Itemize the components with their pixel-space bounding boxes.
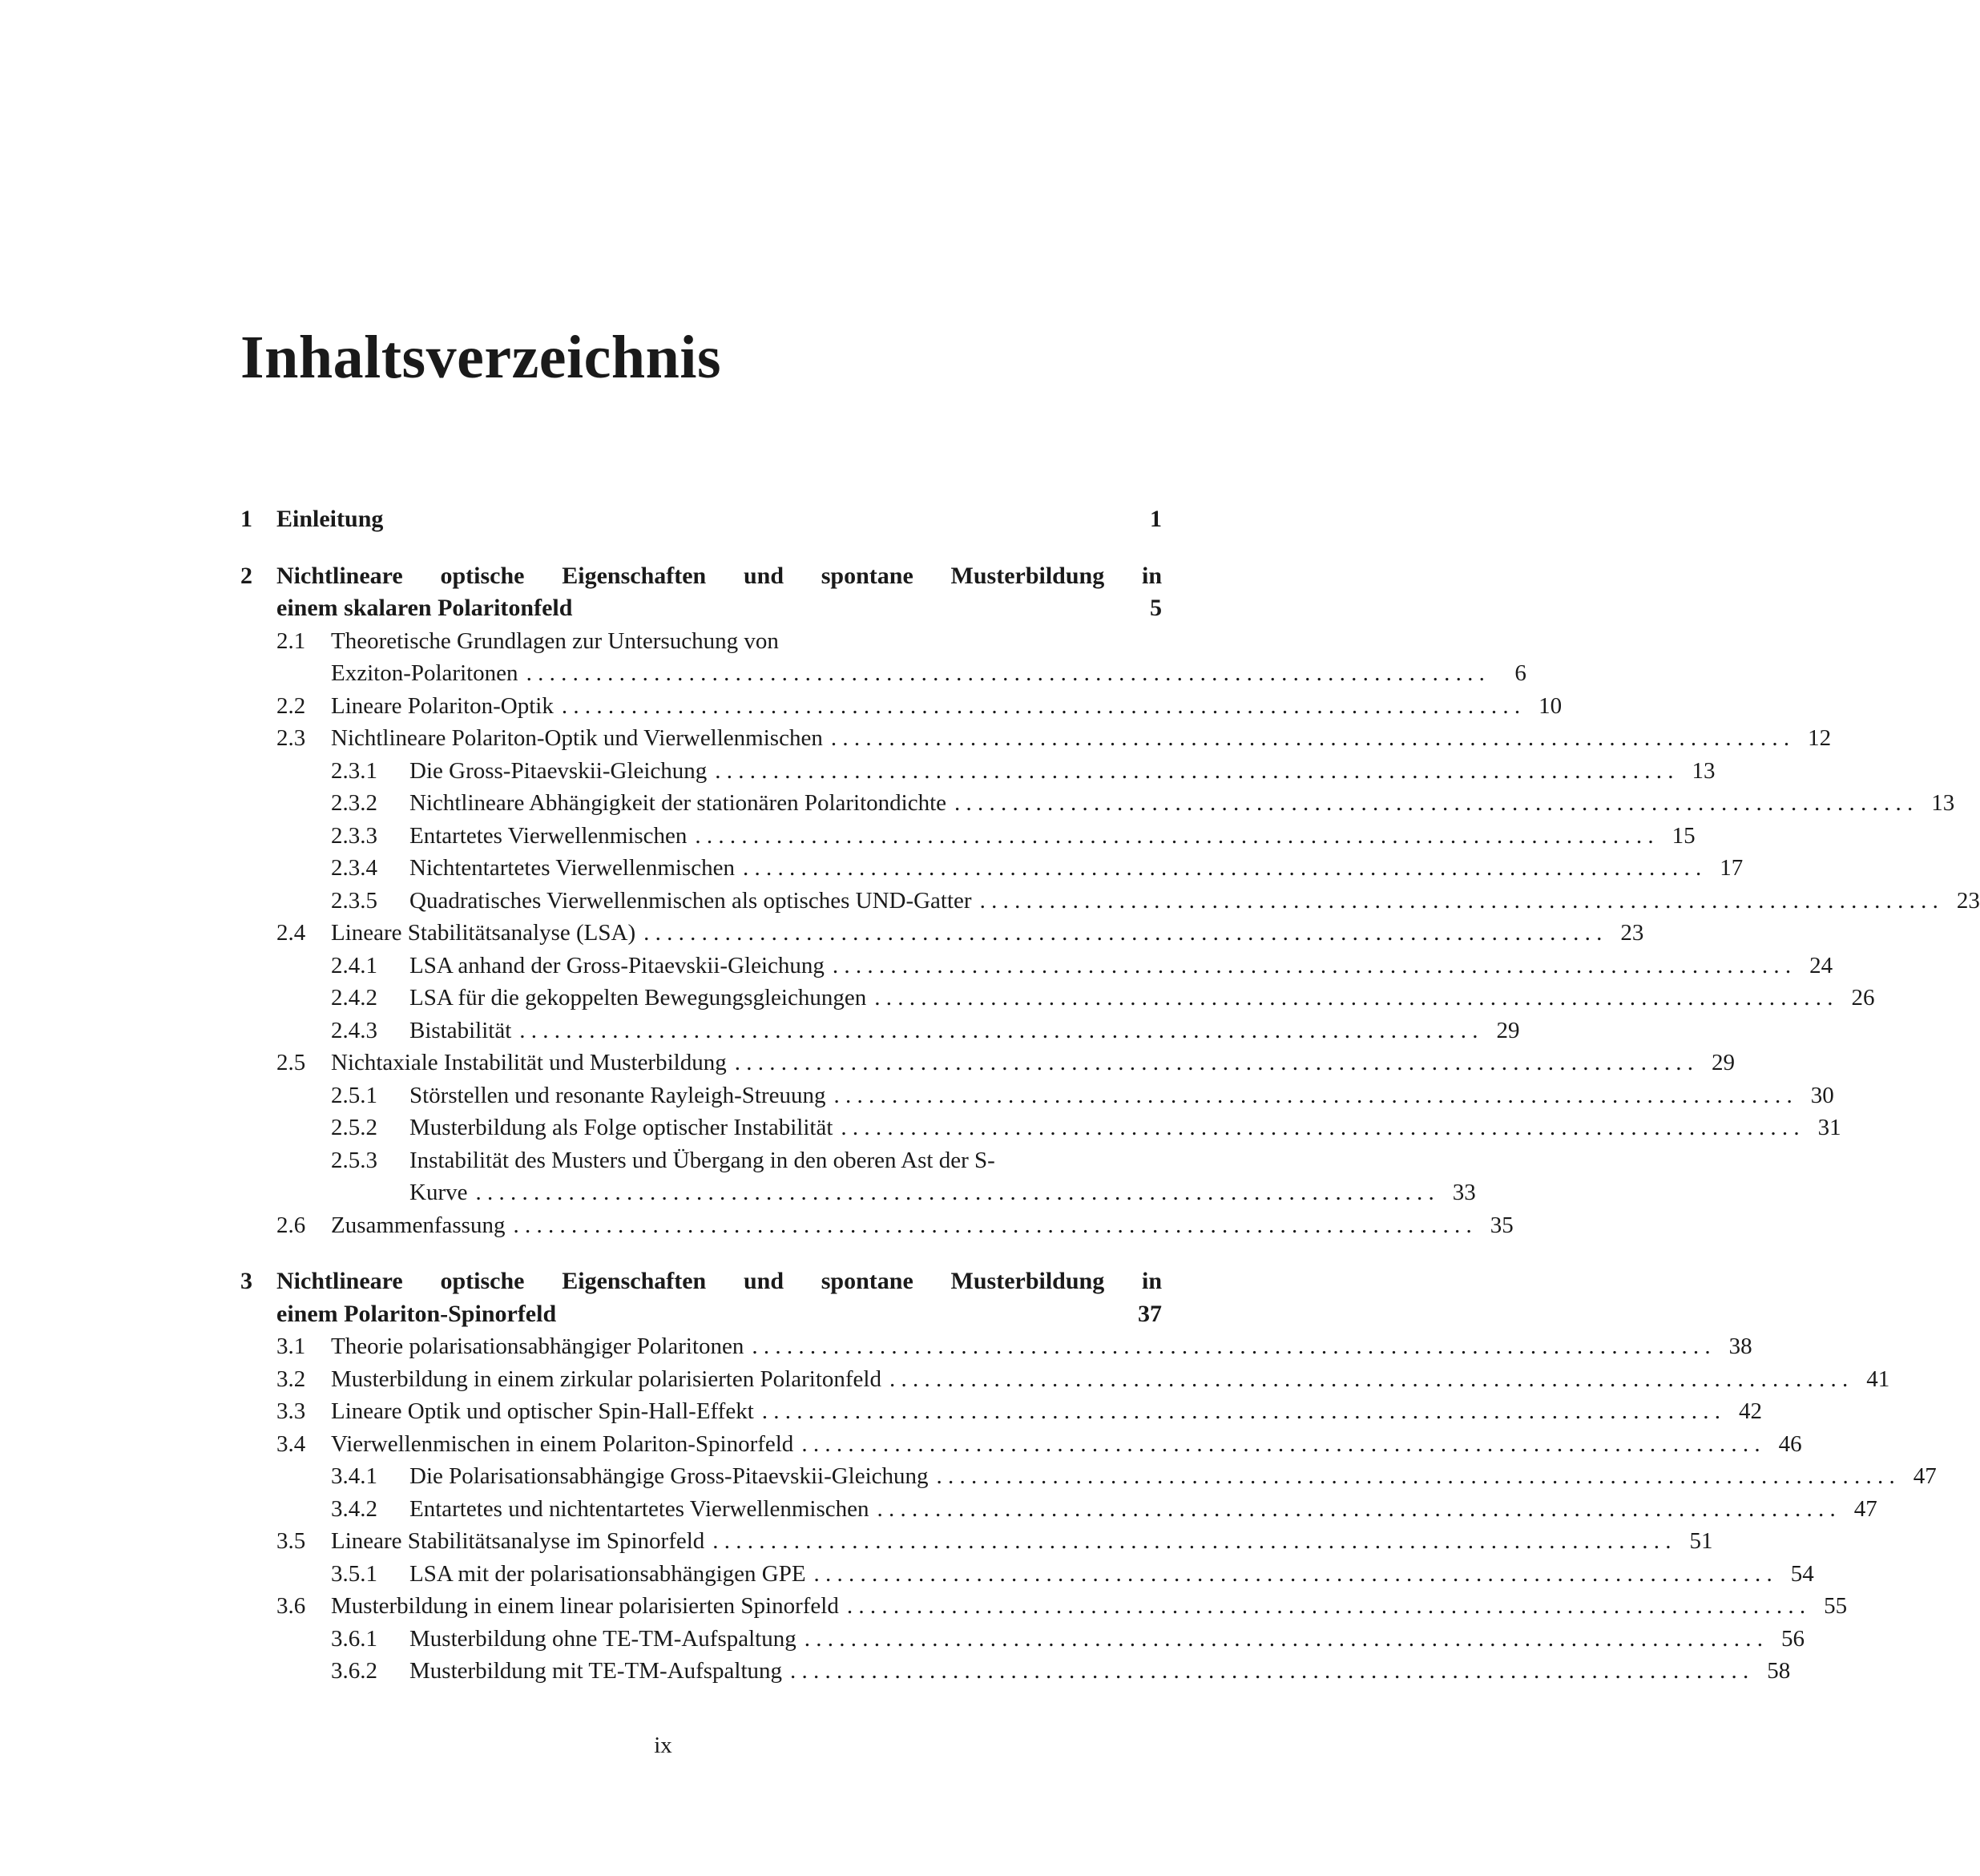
toc-dot-leader — [825, 1079, 1792, 1112]
toc-entry-title: Lineare Optik und optischer Spin-Hall-Effekt — [331, 1398, 754, 1424]
toc-entry-number: 2.4 — [276, 920, 306, 946]
toc-entry-2-4-3[interactable] — [240, 1015, 1520, 1047]
toc-entry-title: Entartetes Vierwellenmischen — [409, 822, 688, 849]
toc-entry-number: 1 — [240, 506, 252, 532]
toc-entry-title: Nichtentartetes Vierwellenmischen — [409, 855, 735, 881]
toc-entry-title: Theorie polarisationsabhängiger Polaritonen — [331, 1333, 744, 1359]
toc-entry-2-1-line-1[interactable] — [240, 625, 1162, 658]
toc-dot-leader — [704, 1525, 1671, 1558]
toc-entry-number: 2.3.3 — [331, 822, 377, 849]
toc-entry-2-3-1[interactable] — [240, 755, 1716, 788]
toc-page-number: 29 — [1496, 1017, 1520, 1043]
toc-entry-3-line-2[interactable] — [240, 1298, 1162, 1331]
toc-entry-title: Die Polarisationsabhängige Gross-Pitaevskii-Gleichung — [409, 1463, 929, 1489]
toc-page-number: 33 — [1452, 1180, 1476, 1205]
toc-entry-number: 3.6.2 — [331, 1658, 377, 1684]
toc-entry-title: Störstellen und resonante Rayleigh-Streuung — [409, 1082, 826, 1108]
toc-entry-number: 3.6.1 — [331, 1625, 377, 1652]
toc-entry-title: Kurve — [409, 1180, 468, 1205]
toc-entry-2-3-5[interactable] — [240, 885, 1980, 918]
toc-page-number: 37 — [1138, 1300, 1162, 1327]
toc-entry-3-5-1[interactable] — [240, 1558, 1814, 1591]
toc-page-number: 51 — [1689, 1528, 1713, 1554]
toc-dot-leader — [707, 755, 1673, 788]
toc-entry-number: 2.3 — [276, 725, 306, 751]
toc-entry-2-5-1[interactable] — [240, 1079, 1834, 1112]
toc-page-number: 6 — [1514, 660, 1526, 686]
toc-page-number: 58 — [1767, 1658, 1791, 1684]
toc-entry-title: LSA anhand der Gross-Pitaevskii-Gleichung — [409, 952, 825, 978]
toc-entry-title: Musterbildung als Folge optischer Instabilität — [409, 1115, 833, 1140]
toc-entry-1[interactable] — [240, 503, 1162, 536]
toc-entry-number: 2.1 — [276, 627, 306, 654]
toc-entry-title: einem Polariton-Spinorfeld — [276, 1300, 557, 1327]
toc-page-number: 15 — [1672, 822, 1696, 849]
toc-entry-3-6-2[interactable] — [240, 1655, 1791, 1688]
toc-entry-2-1-line-2[interactable] — [240, 657, 1526, 690]
toc-page-number: 30 — [1810, 1082, 1834, 1108]
toc-entry-number: 3.3 — [276, 1398, 306, 1424]
toc-entry-number: 2.5.3 — [331, 1147, 377, 1173]
toc-entry-3-6-1[interactable] — [240, 1623, 1805, 1656]
toc-entry-number: 3.2 — [276, 1366, 306, 1392]
toc-dot-leader — [823, 722, 1789, 755]
toc-entry-title: Exziton-Polaritonen — [331, 660, 518, 686]
toc-dot-leader — [727, 1047, 1693, 1079]
toc-dot-leader — [972, 885, 1938, 918]
toc-page-number: 17 — [1720, 855, 1744, 881]
toc-page-number: 24 — [1809, 952, 1833, 978]
toc-entry-3-3[interactable] — [240, 1395, 1763, 1428]
toc-entry-3-4[interactable] — [240, 1428, 1802, 1461]
toc-entry-number: 2.4.2 — [331, 985, 377, 1011]
toc-entry-number: 2.5.1 — [331, 1082, 377, 1108]
toc-entry-number: 2.3.1 — [331, 757, 377, 784]
toc-page-number: 42 — [1739, 1398, 1763, 1424]
toc-dot-leader — [554, 690, 1520, 723]
toc-entry-title: Entartetes und nichtentartetes Vierwellenmischen — [409, 1495, 869, 1522]
toc-dot-leader — [796, 1623, 1763, 1656]
page-folio: ix — [654, 1733, 672, 1758]
toc-entry-number: 2.4.3 — [331, 1017, 377, 1043]
toc-dot-leader — [735, 852, 1701, 885]
toc-page-number: 1 — [1150, 506, 1162, 532]
page-title: Inhaltsverzeichnis — [240, 324, 722, 391]
toc-entry-2-2[interactable] — [240, 690, 1563, 723]
toc-entry-title: Nichtaxiale Instabilität und Musterbildung — [331, 1050, 727, 1075]
toc-entry-number: 3.4.2 — [331, 1495, 377, 1522]
toc-entry-2-3-4[interactable] — [240, 852, 1744, 885]
table-of-contents — [240, 503, 1980, 1688]
toc-page-number: 23 — [1956, 887, 1980, 914]
toc-entry-2-3[interactable] — [240, 722, 1832, 755]
toc-entry-number: 2.2 — [276, 692, 306, 719]
toc-entry-number: 2.3.2 — [331, 790, 377, 816]
toc-entry-title: Musterbildung ohne TE-TM-Aufspaltung — [409, 1625, 796, 1652]
toc-page-number: 12 — [1808, 725, 1832, 751]
toc-dot-leader — [467, 1176, 1434, 1209]
toc-page-number: 35 — [1490, 1212, 1514, 1238]
toc-dot-leader — [929, 1460, 1895, 1493]
toc-entry-title: Musterbildung in einem zirkular polarisierten Polaritonfeld — [331, 1366, 881, 1392]
toc-entry-title: Quadratisches Vierwellenmischen als optisches UND-Gatter — [409, 887, 972, 914]
toc-dot-leader — [635, 917, 1602, 950]
toc-dot-leader — [839, 1590, 1805, 1623]
toc-page-number: 5 — [1150, 595, 1162, 621]
toc-dot-leader — [518, 657, 1485, 690]
toc-entry-title: Musterbildung mit TE-TM-Aufspaltung — [409, 1658, 783, 1684]
toc-entry-number: 2.6 — [276, 1212, 306, 1238]
toc-entry-title: Nichtlineare Abhängigkeit der stationären Polaritondichte — [409, 790, 947, 816]
toc-entry-number: 3.6 — [276, 1593, 306, 1619]
toc-entry-2-5-3-line-2[interactable] — [240, 1176, 1476, 1209]
toc-dot-leader — [833, 1111, 1799, 1144]
toc-page-number: 47 — [1853, 1495, 1877, 1522]
toc-page-number: 38 — [1728, 1333, 1752, 1359]
toc-entry-2-5[interactable] — [240, 1047, 1735, 1079]
toc-entry-number: 2.4.1 — [331, 952, 377, 978]
toc-entry-title: Musterbildung in einem linear polarisierten Spinorfeld — [331, 1593, 839, 1619]
toc-entry-3-5[interactable] — [240, 1525, 1713, 1558]
toc-entry-title: Lineare Stabilitätsanalyse im Spinorfeld — [331, 1528, 705, 1554]
toc-dot-leader — [946, 787, 1913, 820]
toc-dot-leader — [754, 1395, 1720, 1428]
toc-entry-title: Lineare Stabilitätsanalyse (LSA) — [331, 920, 636, 946]
toc-entry-title: Theoretische Grundlagen zur Untersuchung von — [331, 627, 779, 654]
toc-entry-number: 3.4.1 — [331, 1463, 377, 1489]
toc-dot-leader — [869, 1493, 1836, 1526]
toc-entry-3-2[interactable] — [240, 1363, 1890, 1396]
toc-dot-leader — [793, 1428, 1760, 1461]
toc-entry-2-line-2[interactable] — [240, 592, 1162, 625]
toc-entry-3-6[interactable] — [240, 1590, 1848, 1623]
toc-dot-leader — [505, 1209, 1471, 1242]
toc-dot-leader — [687, 820, 1653, 853]
toc-entry-title: Nichtlineare Polariton-Optik und Vierwellenmischen — [331, 725, 823, 751]
toc-entry-number: 3.4 — [276, 1430, 306, 1457]
toc-entry-title: Bistabilität — [409, 1017, 512, 1043]
toc-entry-2-5-3-line-1[interactable] — [240, 1144, 1162, 1177]
toc-entry-number: 2 — [240, 562, 252, 589]
toc-page-number: 56 — [1780, 1625, 1805, 1652]
toc-page-number: 41 — [1866, 1366, 1890, 1392]
toc-entry-2-4-2[interactable] — [240, 982, 1875, 1015]
toc-entry-title: Nichtlineare optische Eigenschaften und spontane Musterbildung in — [276, 1268, 1162, 1294]
toc-entry-2-5-2[interactable] — [240, 1111, 1841, 1144]
toc-entry-number: 2.3.4 — [331, 855, 377, 881]
toc-entry-title: Zusammenfassung — [331, 1212, 506, 1238]
toc-entry-2-3-2[interactable] — [240, 787, 1955, 820]
toc-dot-leader — [806, 1558, 1772, 1591]
toc-entry-title: Die Gross-Pitaevskii-Gleichung — [409, 757, 708, 784]
toc-entry-number: 3 — [240, 1268, 252, 1294]
toc-entry-2-4[interactable] — [240, 917, 1644, 950]
toc-page-number: 10 — [1538, 692, 1563, 719]
toc-entry-2-6[interactable] — [240, 1209, 1514, 1242]
toc-entry-number: 3.5 — [276, 1528, 306, 1554]
toc-entry-2-3-3[interactable] — [240, 820, 1696, 853]
toc-entry-number: 2.5.2 — [331, 1115, 377, 1140]
toc-page-number: 13 — [1692, 757, 1716, 784]
toc-entry-number: 3.5.1 — [331, 1560, 377, 1587]
toc-entry-number: 3.1 — [276, 1333, 306, 1359]
toc-entry-3-line-1[interactable] — [240, 1265, 1162, 1298]
toc-dot-leader — [881, 1363, 1848, 1396]
toc-entry-title: LSA für die gekoppelten Bewegungsgleichungen — [409, 985, 867, 1011]
toc-entry-3-4-1[interactable] — [240, 1460, 1937, 1493]
toc-page-number: 31 — [1817, 1115, 1841, 1140]
toc-dot-leader — [782, 1655, 1748, 1688]
toc-entry-title: Lineare Polariton-Optik — [331, 692, 554, 719]
toc-entry-title: einem skalaren Polaritonfeld — [276, 595, 573, 621]
toc-page-number: 54 — [1790, 1560, 1814, 1587]
toc-entry-title: Einleitung — [276, 506, 384, 532]
toc-entry-2-line-1[interactable] — [240, 560, 1162, 593]
toc-entry-title: LSA mit der polarisationsabhängigen GPE — [409, 1560, 806, 1587]
toc-entry-number: 2.5 — [276, 1050, 306, 1075]
toc-page-number: 47 — [1913, 1463, 1937, 1489]
toc-entry-3-1[interactable] — [240, 1330, 1752, 1363]
toc-entry-title: Nichtlineare optische Eigenschaften und spontane Musterbildung in — [276, 562, 1162, 589]
toc-page-number: 46 — [1778, 1430, 1802, 1457]
toc-page-number: 26 — [1851, 985, 1875, 1011]
toc-page-number: 13 — [1931, 790, 1955, 816]
toc-dot-leader — [866, 982, 1833, 1015]
toc-page-number: 29 — [1711, 1050, 1735, 1075]
toc-entry-2-4-1[interactable] — [240, 950, 1833, 982]
toc-entry-3-4-2[interactable] — [240, 1493, 1877, 1526]
toc-entry-title: Instabilität des Musters und Übergang in den oberen Ast der S- — [409, 1147, 995, 1173]
toc-page-number: 55 — [1824, 1593, 1848, 1619]
toc-entry-title: Vierwellenmischen in einem Polariton-Spinorfeld — [331, 1430, 794, 1457]
toc-dot-leader — [511, 1015, 1478, 1047]
toc-dot-leader — [825, 950, 1791, 982]
toc-entry-number: 2.3.5 — [331, 887, 377, 914]
toc-page-number: 23 — [1620, 920, 1644, 946]
toc-dot-leader — [744, 1330, 1710, 1363]
